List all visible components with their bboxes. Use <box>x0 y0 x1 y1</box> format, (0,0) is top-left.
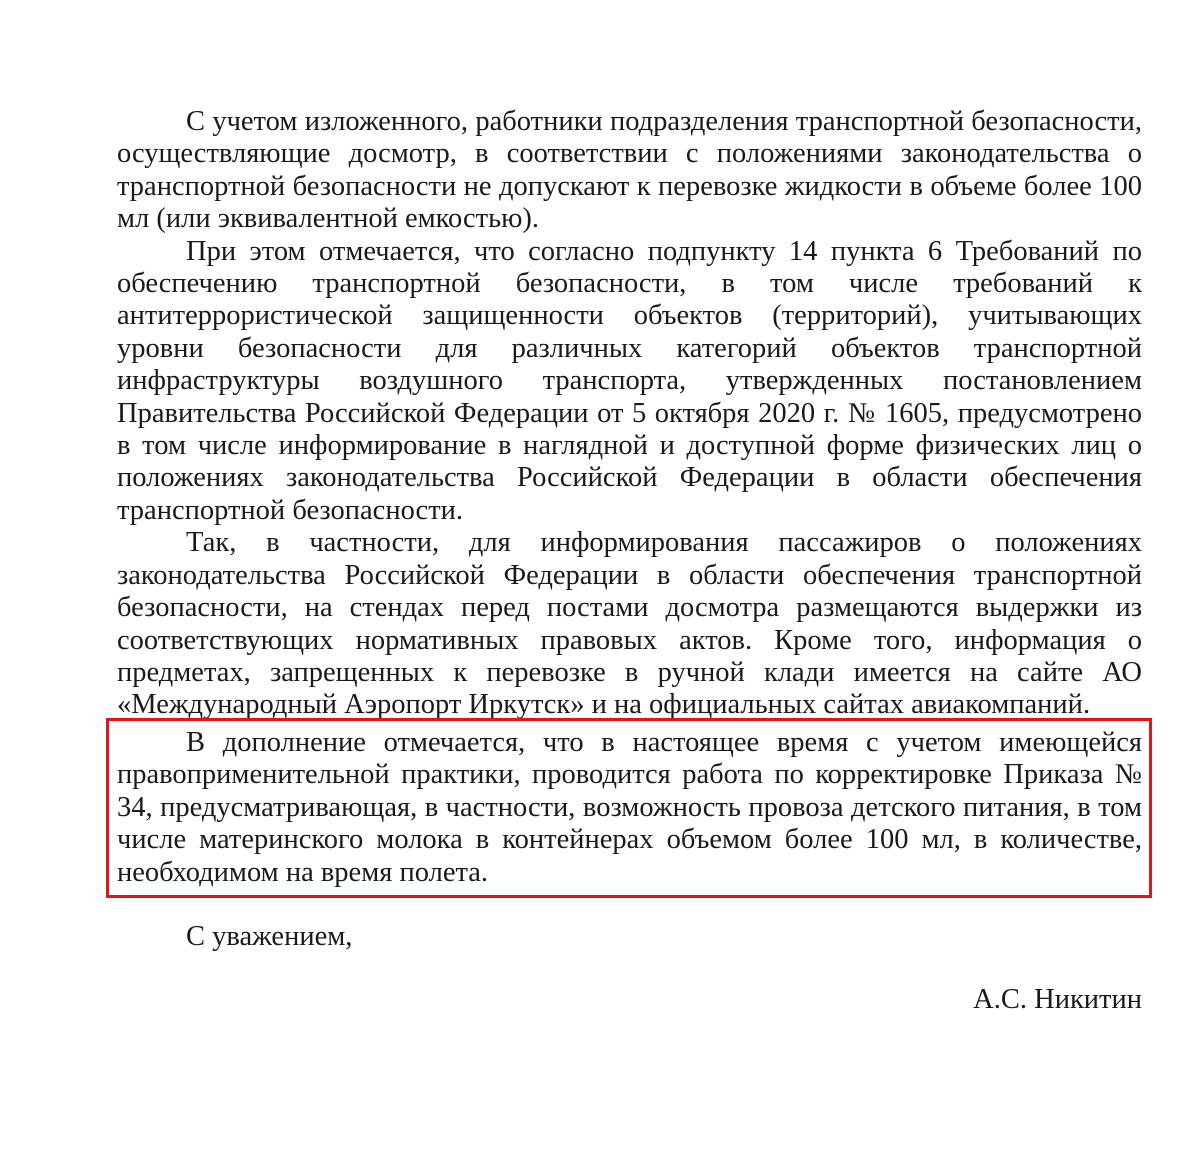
document-body <box>117 106 1142 722</box>
paragraph-2: При этом отмечается, что согласно подпункту 14 пункта 6 Требований по обеспечению транспортной безопасности, в том числе требований к антитеррористической защищенности объектов (территорий), учитывающих уровни безопасности для различных категорий объектов транспортной инфраструктуры воздушного транспорта, утвержденных постановлением Правительства Российской Федерации от 5 октября 2020 г. № 1605, предусмотрено в том числе информирование в наглядной и доступной форме физических лиц о положениях законодательства Российской Федерации в области обеспечения транспортной безопасности. <box>117 235 1142 526</box>
paragraph-3: Так, в частности, для информирования пассажиров о положениях законодательства Российской Федерации в области обеспечения транспортной безопасности, на стендах перед постами досмотра размещаются выдержки из соответствующих нормативных правовых актов. Кроме того, информация о предметах, запрещенных к перевозке в ручной клади имеется на сайте АО «Международный Аэропорт Иркутск» и на официальных сайтах авиакомпаний. <box>117 527 1142 721</box>
paragraph-1: С учетом изложенного, работники подразделения транспортной безопасности, осуществляющие досмотр, в соответствии с положениями законодательства о транспортной безопасности не допускают к перевозке жидкости в объеме более 100 мл (или эквивалентной емкостью). <box>117 106 1142 235</box>
closing-phrase: С уважением, <box>186 921 353 952</box>
signature-name: А.С. Никитин <box>973 984 1142 1015</box>
highlighted-paragraph: В дополнение отмечается, что в настоящее время с учетом имеющейся правоприменительной практики, проводится работа по корректировке Приказа № 34, предусматривающая, в частности, возможность провоза детского питания, в том числе материнского молока в контейнерах объемом более 100 мл, в количестве, необходимом на время полета. <box>117 727 1142 888</box>
